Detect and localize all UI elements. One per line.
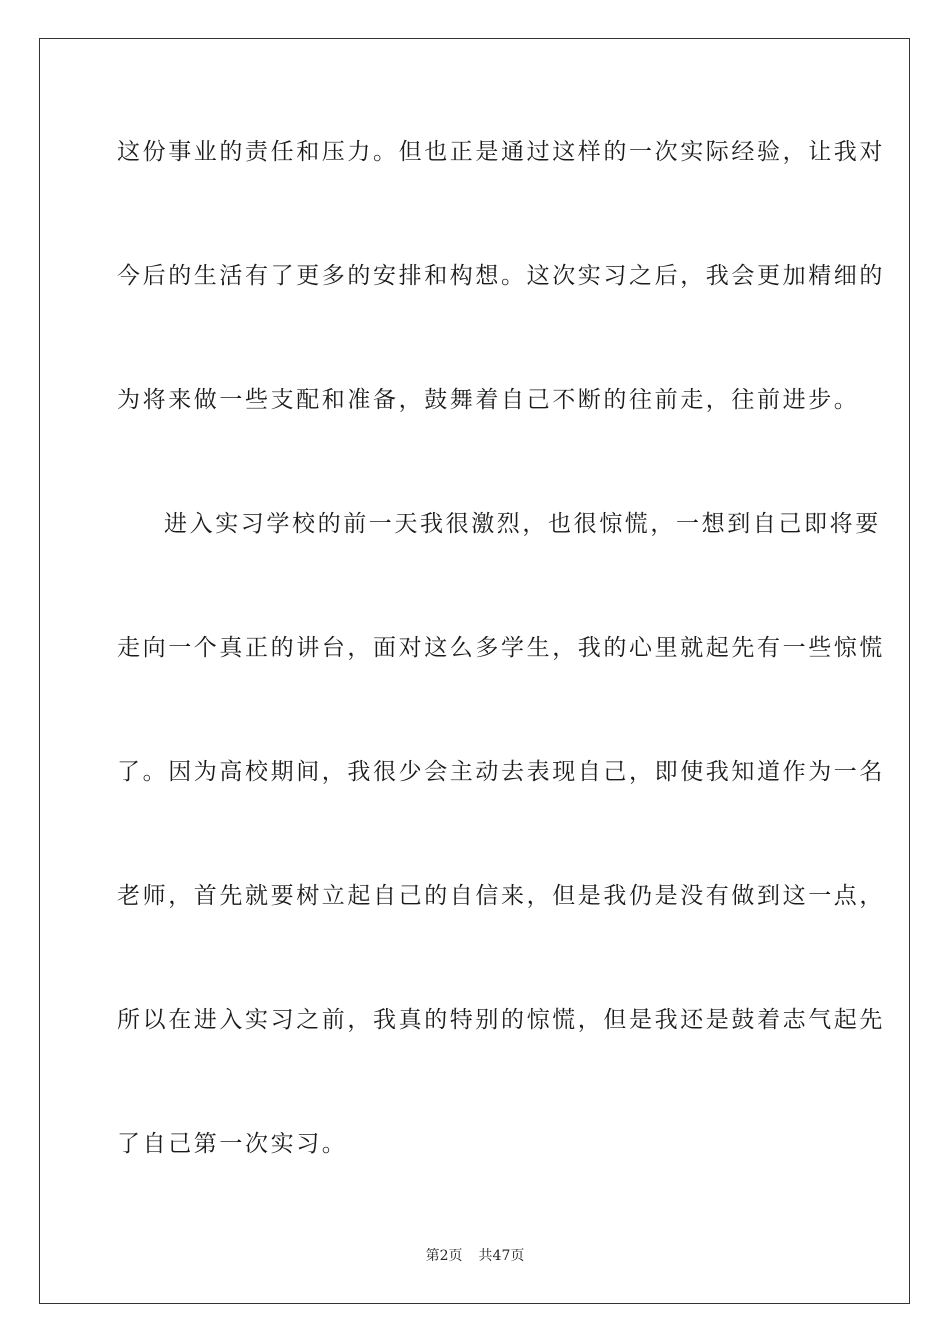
body-text-line: 了自己第一次实习。 (117, 1131, 348, 1157)
body-text-line: 这份事业的责任和压力。但也正是通过这样的一次实际经验，让我对 (117, 139, 885, 165)
total-pages: 共47页 (478, 1248, 525, 1264)
body-text-line: 所以在进入实习之前，我真的特别的惊慌，但是我还是鼓着志气起先 (117, 1007, 885, 1033)
paragraph-first-line: 进入实习学校的前一天我很激烈，也很惊慌，一想到自己即将要 (164, 511, 881, 537)
body-text-line: 今后的生活有了更多的安排和构想。这次实习之后，我会更加精细的 (117, 263, 885, 289)
current-page-number: 第2页 (425, 1248, 463, 1264)
body-text-line: 老师，首先就要树立起自己的自信来，但是我仍是没有做到这一点， (117, 883, 885, 909)
body-text-line: 为将来做一些支配和准备，鼓舞着自己不断的往前走，往前进步。 (117, 387, 860, 413)
body-text-line: 走向一个真正的讲台，面对这么多学生，我的心里就起先有一些惊慌 (117, 635, 885, 661)
page-border (39, 38, 910, 1304)
body-text-line: 了。因为高校期间，我很少会主动去表现自己，即使我知道作为一名 (117, 759, 885, 785)
page-footer (0, 1246, 950, 1266)
